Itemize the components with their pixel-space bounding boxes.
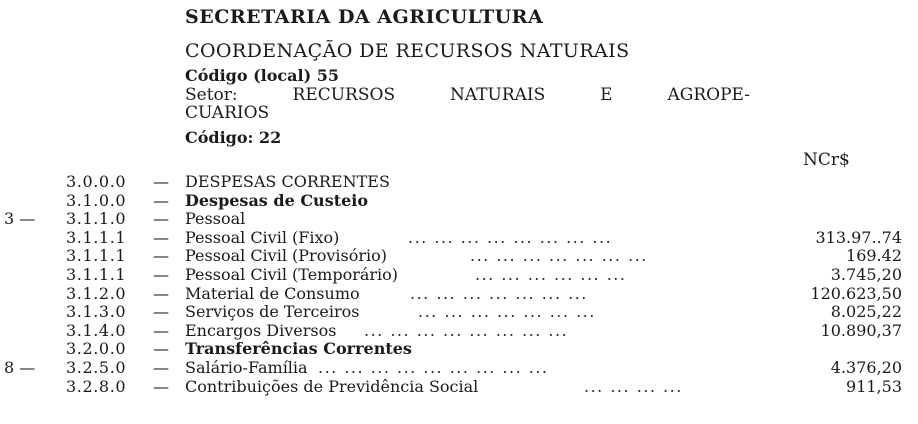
coordenacao-title: COORDENAÇÃO DE RECURSOS NATURAIS	[185, 40, 630, 62]
account-code: 3.1.3.0	[66, 302, 127, 322]
setor-word: E	[600, 85, 613, 105]
table-row	[0, 302, 918, 322]
account-description: DESPESAS CORRENTES	[185, 172, 390, 191]
account-description: Despesas de Custeio	[185, 190, 369, 210]
code-dash: —	[153, 190, 169, 210]
account-description: Encargos Diversos	[185, 320, 337, 340]
setor-block	[185, 86, 750, 122]
setor-line-1	[185, 86, 750, 104]
row-prefix: 3 —	[4, 209, 36, 229]
code-dash: —	[153, 339, 169, 359]
account-description: Pessoal Civil (Temporário)	[185, 265, 399, 284]
code-dash: —	[153, 302, 169, 322]
amount: 8.025,22	[830, 302, 902, 322]
table-row	[0, 284, 918, 304]
account-description: Material de Consumo	[185, 283, 360, 303]
leader-dots: ... ... ... ... ... ... ...	[470, 246, 648, 266]
account-description: Pessoal Civil (Fixo)	[185, 227, 340, 247]
account-code: 3.1.1.1	[66, 246, 127, 266]
table-row	[0, 321, 918, 341]
account-code: 3.1.4.0	[66, 320, 127, 340]
amount: 911,53	[846, 376, 902, 396]
leader-dots: ... ... ... ... ... ... ... ...	[364, 320, 569, 340]
account-code: 3.0.0.0	[66, 172, 127, 191]
table-row	[0, 209, 918, 229]
account-description: Pessoal	[185, 209, 246, 229]
setor-word: Setor:	[185, 85, 238, 105]
secretaria-title: SECRETARIA DA AGRICULTURA	[185, 6, 544, 28]
currency-label: NCr$	[803, 150, 850, 170]
row-prefix: 8 —	[4, 358, 36, 377]
amount: 313.97..74	[815, 227, 902, 247]
account-code: 3.2.5.0	[66, 358, 127, 377]
setor-word: AGROPE-	[667, 85, 750, 105]
leader-dots: ... ... ... ... ... ... ...	[418, 302, 596, 322]
account-code: 3.1.1.1	[66, 227, 127, 247]
table-row	[0, 265, 918, 285]
leader-dots: ... ... ... ...	[584, 376, 683, 396]
setor-word: RECURSOS	[292, 85, 396, 105]
table-row	[0, 339, 918, 359]
amount: 10.890,37	[820, 320, 902, 340]
code-dash: —	[153, 227, 169, 247]
account-code: 3.1.2.0	[66, 283, 127, 303]
account-code: 3.1.1.0	[66, 209, 127, 229]
code-dash: —	[153, 376, 169, 396]
account-description: Serviços de Terceiros	[185, 302, 360, 322]
account-code: 3.1.0.0	[66, 190, 127, 210]
setor-line-2: CUARIOS	[185, 103, 270, 123]
code-dash: —	[153, 358, 169, 377]
table-row	[0, 228, 918, 248]
leader-dots: ... ... ... ... ... ...	[475, 265, 627, 284]
table-row	[0, 246, 918, 266]
setor-word: NATURAIS	[449, 85, 546, 105]
leader-dots: ... ... ... ... ... ... ... ... ...	[318, 358, 549, 377]
code-dash: —	[153, 246, 169, 266]
amount: 4.376,20	[830, 358, 902, 377]
account-code: 3.1.1.1	[66, 265, 127, 284]
code-dash: —	[153, 320, 169, 340]
table-row	[0, 172, 918, 192]
account-description: Contribuições de Previdência Social	[185, 376, 479, 396]
account-description: Pessoal Civil (Provisório)	[185, 246, 387, 266]
account-code: 3.2.0.0	[66, 339, 127, 359]
code-dash: —	[153, 265, 169, 284]
code-dash: —	[153, 172, 169, 191]
code-dash: —	[153, 209, 169, 229]
codigo: Código: 22	[185, 128, 282, 147]
leader-dots: ... ... ... ... ... ... ...	[410, 283, 588, 303]
account-code: 3.2.8.0	[66, 376, 127, 396]
table-row	[0, 377, 918, 397]
table-row	[0, 191, 918, 211]
account-description: Salário-Família	[185, 358, 308, 377]
account-description: Transferências Correntes	[185, 339, 412, 359]
table-row	[0, 358, 918, 378]
codigo-local: Código (local) 55	[185, 66, 340, 85]
code-dash: —	[153, 283, 169, 303]
amount: 3.745,20	[830, 265, 902, 284]
amount: 120.623,50	[810, 283, 902, 303]
amount: 169.42	[846, 246, 902, 266]
leader-dots: ... ... ... ... ... ... ... ...	[408, 227, 613, 247]
